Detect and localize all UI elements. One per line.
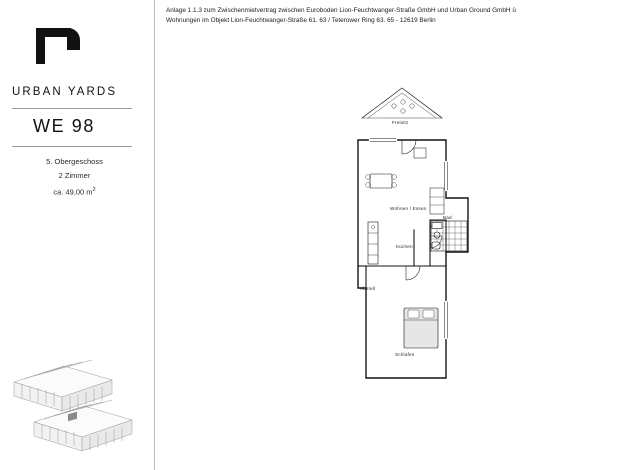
urban-yards-logo-icon: [36, 28, 80, 64]
room-label-freisitz: Freisitz: [392, 120, 409, 125]
unit-floor: 5. Obergeschoss: [46, 157, 103, 166]
unit-area: [12, 183, 137, 200]
room-label-bad: Bad: [443, 215, 452, 220]
divider-top: [12, 108, 132, 109]
building-block-lower: [34, 400, 132, 451]
divider-bottom: [12, 146, 132, 147]
unit-rooms: 2 Zimmer: [58, 171, 91, 180]
document-note-line-1: Anlage 1.1.3 zum Zwischenmietvertrag zwischen Euroboden Lion-Feuchtwanger-Straße GmbH und Urban Ground GmbH ü: [166, 7, 516, 14]
brand-name: URBAN YARDS: [12, 86, 118, 98]
unit-meta: [12, 155, 137, 200]
document-note-line-2: Wohnungen im Objekt Lion-Feuchtwanger-Straße 61. 63 / Teterower Ring 63. 65 - 12619 Berlin: [166, 17, 436, 24]
unit-title: WE 98: [33, 116, 96, 136]
unit-area-value: ca. 49,00 m: [53, 187, 93, 197]
room-label-kuechen: Küchen: [396, 244, 413, 249]
document-note: [166, 6, 616, 26]
room-label-schlafen: Schlafen: [395, 352, 415, 357]
building-isometric: [8, 352, 148, 462]
sidebar: [0, 0, 155, 470]
room-label-abstell: Abstell: [360, 286, 376, 291]
balcony-outline: [362, 88, 442, 118]
room-label-wohnen-essen: Wohnen / Essen: [390, 206, 427, 211]
unit-area-unit: 2: [92, 187, 96, 193]
bedroom-furniture: [404, 308, 438, 348]
floorplan-drawing: [330, 70, 520, 380]
